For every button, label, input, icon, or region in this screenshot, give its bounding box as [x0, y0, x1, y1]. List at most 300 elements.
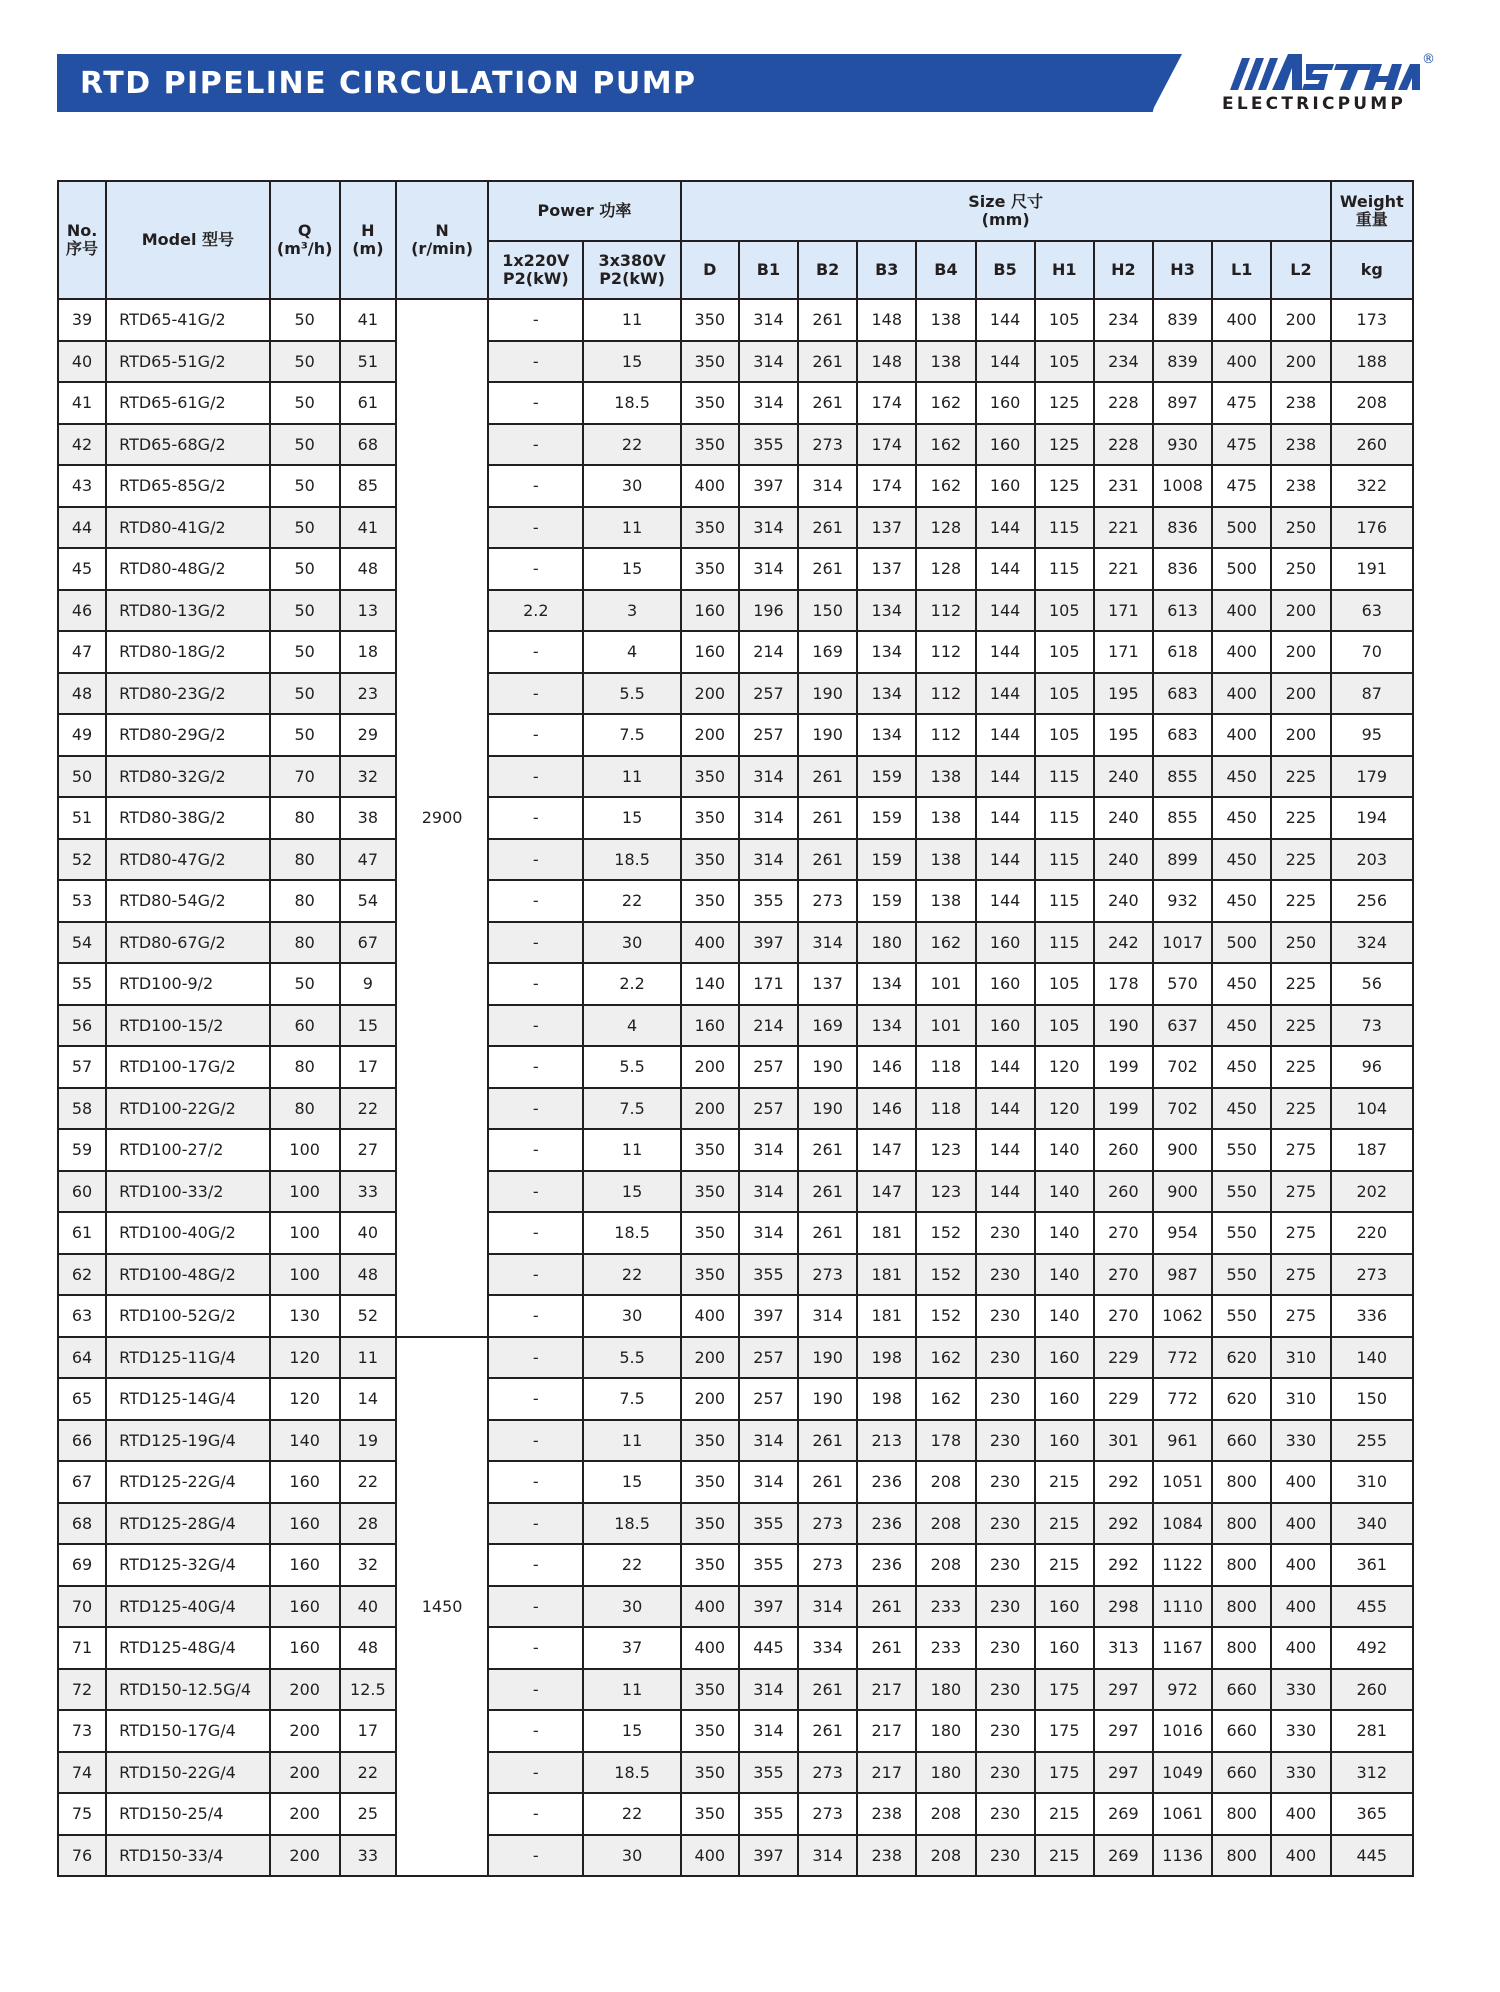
cell-dim-h1: 215 — [1035, 1835, 1094, 1877]
cell-dim-b2: 137 — [798, 963, 857, 1005]
cell-power-1ph: - — [488, 465, 583, 507]
cell-dim-b4: 208 — [916, 1793, 975, 1835]
cell-dim-l1: 450 — [1212, 756, 1271, 798]
cell-q: 160 — [270, 1586, 340, 1628]
cell-dim-l1: 500 — [1212, 507, 1271, 549]
cell-dim-b3: 159 — [857, 880, 916, 922]
cell-power-1ph: - — [488, 1254, 583, 1296]
cell-dim-b1: 397 — [739, 1295, 798, 1337]
cell-dim-b3: 134 — [857, 673, 916, 715]
cell-dim-h3: 618 — [1153, 631, 1212, 673]
cell-weight: 194 — [1331, 797, 1413, 839]
cell-dim-h3: 836 — [1153, 548, 1212, 590]
cell-h: 40 — [340, 1586, 396, 1628]
cell-dim-h1: 105 — [1035, 590, 1094, 632]
cell-dim-l2: 330 — [1271, 1710, 1330, 1752]
cell-dim-b4: 162 — [916, 424, 975, 466]
cell-dim-b2: 273 — [798, 880, 857, 922]
cell-dim-b1: 397 — [739, 1586, 798, 1628]
cell-model: RTD125-22G/4 — [106, 1461, 269, 1503]
cell-h: 48 — [340, 1627, 396, 1669]
cell-dim-b4: 180 — [916, 1752, 975, 1794]
cell-dim-b3: 148 — [857, 299, 916, 341]
cell-no: 63 — [58, 1295, 106, 1337]
cell-q: 50 — [270, 714, 340, 756]
cell-dim-h1: 115 — [1035, 839, 1094, 881]
cell-dim-d: 350 — [681, 1503, 739, 1545]
cell-weight: 361 — [1331, 1544, 1413, 1586]
table-row — [58, 1171, 1413, 1213]
cell-dim-h2: 228 — [1094, 424, 1153, 466]
cell-weight: 87 — [1331, 673, 1413, 715]
cell-dim-l1: 475 — [1212, 382, 1271, 424]
cell-dim-b5: 144 — [976, 880, 1035, 922]
cell-dim-b5: 230 — [976, 1295, 1035, 1337]
cell-weight: 176 — [1331, 507, 1413, 549]
cell-q: 200 — [270, 1835, 340, 1877]
cell-dim-h2: 297 — [1094, 1752, 1153, 1794]
cell-dim-h1: 140 — [1035, 1129, 1094, 1171]
cell-dim-b4: 112 — [916, 590, 975, 632]
cell-dim-l1: 550 — [1212, 1254, 1271, 1296]
cell-dim-l2: 225 — [1271, 839, 1330, 881]
cell-dim-h3: 613 — [1153, 590, 1212, 632]
cell-dim-d: 350 — [681, 1710, 739, 1752]
cell-h: 48 — [340, 1254, 396, 1296]
col-header-dim-h3: H3 — [1153, 241, 1212, 299]
cell-power-3ph: 18.5 — [583, 1212, 680, 1254]
cell-dim-b4: 138 — [916, 299, 975, 341]
cell-h: 22 — [340, 1752, 396, 1794]
cell-dim-l1: 800 — [1212, 1461, 1271, 1503]
cell-dim-b1: 171 — [739, 963, 798, 1005]
cell-dim-h2: 234 — [1094, 299, 1153, 341]
cell-dim-b2: 190 — [798, 1088, 857, 1130]
cell-dim-l1: 660 — [1212, 1669, 1271, 1711]
cell-dim-b1: 314 — [739, 299, 798, 341]
cell-dim-b3: 134 — [857, 631, 916, 673]
cell-dim-b3: 159 — [857, 839, 916, 881]
cell-dim-l1: 550 — [1212, 1212, 1271, 1254]
cell-weight: 63 — [1331, 590, 1413, 632]
cell-dim-b4: 208 — [916, 1835, 975, 1877]
cell-dim-b3: 261 — [857, 1627, 916, 1669]
cell-dim-h3: 839 — [1153, 341, 1212, 383]
cell-no: 70 — [58, 1586, 106, 1628]
cell-dim-d: 200 — [681, 714, 739, 756]
cell-dim-h1: 160 — [1035, 1627, 1094, 1669]
cell-dim-b2: 334 — [798, 1627, 857, 1669]
cell-h: 27 — [340, 1129, 396, 1171]
cell-q: 160 — [270, 1627, 340, 1669]
cell-dim-l1: 660 — [1212, 1710, 1271, 1752]
cell-power-3ph: 5.5 — [583, 1337, 680, 1379]
cell-dim-b5: 144 — [976, 590, 1035, 632]
cell-dim-h2: 240 — [1094, 797, 1153, 839]
cell-model: RTD150-33/4 — [106, 1835, 269, 1877]
cell-dim-b1: 355 — [739, 880, 798, 922]
cell-dim-h3: 1122 — [1153, 1544, 1212, 1586]
cell-dim-b4: 180 — [916, 1669, 975, 1711]
cell-dim-b4: 208 — [916, 1461, 975, 1503]
cell-dim-l2: 250 — [1271, 548, 1330, 590]
cell-dim-l1: 450 — [1212, 1088, 1271, 1130]
cell-dim-b2: 261 — [798, 1669, 857, 1711]
col-header-dim-b3: B3 — [857, 241, 916, 299]
cell-dim-b4: 152 — [916, 1295, 975, 1337]
cell-h: 12.5 — [340, 1669, 396, 1711]
cell-model: RTD125-19G/4 — [106, 1420, 269, 1462]
cell-q: 80 — [270, 1046, 340, 1088]
cell-dim-h3: 1110 — [1153, 1586, 1212, 1628]
cell-dim-l2: 275 — [1271, 1295, 1330, 1337]
cell-dim-l1: 620 — [1212, 1337, 1271, 1379]
table-row — [58, 1793, 1413, 1835]
table-row — [58, 465, 1413, 507]
cell-dim-h2: 292 — [1094, 1461, 1153, 1503]
cell-power-3ph: 11 — [583, 1129, 680, 1171]
cell-model: RTD100-48G/2 — [106, 1254, 269, 1296]
cell-dim-h3: 855 — [1153, 756, 1212, 798]
cell-no: 47 — [58, 631, 106, 673]
cell-dim-h1: 140 — [1035, 1171, 1094, 1213]
table-row — [58, 673, 1413, 715]
table-row — [58, 341, 1413, 383]
cell-dim-b3: 147 — [857, 1171, 916, 1213]
cell-power-1ph: - — [488, 1710, 583, 1752]
cell-dim-b1: 257 — [739, 673, 798, 715]
cell-no: 71 — [58, 1627, 106, 1669]
cell-dim-b5: 230 — [976, 1544, 1035, 1586]
cell-dim-l1: 550 — [1212, 1171, 1271, 1213]
cell-dim-h1: 140 — [1035, 1212, 1094, 1254]
cell-power-3ph: 5.5 — [583, 1046, 680, 1088]
cell-h: 68 — [340, 424, 396, 466]
cell-dim-b4: 138 — [916, 756, 975, 798]
cell-weight: 70 — [1331, 631, 1413, 673]
cell-model: RTD65-85G/2 — [106, 465, 269, 507]
cell-dim-b3: 137 — [857, 507, 916, 549]
cell-dim-b1: 314 — [739, 797, 798, 839]
col-header-weight-unit: kg — [1331, 241, 1413, 299]
cell-dim-l1: 800 — [1212, 1503, 1271, 1545]
cell-dim-b1: 314 — [739, 1710, 798, 1752]
cell-rpm: 1450 — [396, 1337, 488, 1877]
cell-dim-b2: 261 — [798, 1420, 857, 1462]
cell-dim-b3: 181 — [857, 1295, 916, 1337]
cell-dim-b3: 261 — [857, 1586, 916, 1628]
cell-model: RTD125-32G/4 — [106, 1544, 269, 1586]
cell-dim-l2: 225 — [1271, 1088, 1330, 1130]
cell-dim-l2: 310 — [1271, 1337, 1330, 1379]
cell-dim-h2: 234 — [1094, 341, 1153, 383]
cell-dim-h1: 120 — [1035, 1088, 1094, 1130]
cell-no: 68 — [58, 1503, 106, 1545]
cell-dim-b1: 314 — [739, 341, 798, 383]
cell-dim-d: 200 — [681, 1337, 739, 1379]
cell-h: 19 — [340, 1420, 396, 1462]
cell-dim-h1: 175 — [1035, 1710, 1094, 1752]
cell-dim-d: 350 — [681, 880, 739, 922]
cell-dim-h2: 298 — [1094, 1586, 1153, 1628]
cell-model: RTD125-48G/4 — [106, 1627, 269, 1669]
cell-dim-h2: 270 — [1094, 1295, 1153, 1337]
cell-dim-b4: 208 — [916, 1544, 975, 1586]
cell-no: 57 — [58, 1046, 106, 1088]
cell-dim-b4: 138 — [916, 839, 975, 881]
cell-dim-b3: 217 — [857, 1710, 916, 1752]
cell-q: 140 — [270, 1420, 340, 1462]
cell-h: 41 — [340, 299, 396, 341]
cell-dim-b4: 112 — [916, 714, 975, 756]
cell-dim-h1: 115 — [1035, 922, 1094, 964]
cell-power-3ph: 2.2 — [583, 963, 680, 1005]
cell-power-3ph: 22 — [583, 880, 680, 922]
cell-q: 50 — [270, 548, 340, 590]
cell-dim-h2: 171 — [1094, 590, 1153, 632]
cell-dim-h3: 702 — [1153, 1046, 1212, 1088]
cell-power-1ph: - — [488, 1835, 583, 1877]
cell-dim-b1: 355 — [739, 1793, 798, 1835]
cell-dim-b1: 257 — [739, 1088, 798, 1130]
cell-no: 48 — [58, 673, 106, 715]
table-row — [58, 714, 1413, 756]
cell-dim-b3: 137 — [857, 548, 916, 590]
cell-h: 52 — [340, 1295, 396, 1337]
cell-weight: 140 — [1331, 1337, 1413, 1379]
cell-dim-b5: 160 — [976, 382, 1035, 424]
cell-dim-b2: 261 — [798, 1129, 857, 1171]
cell-dim-b1: 196 — [739, 590, 798, 632]
cell-dim-h2: 301 — [1094, 1420, 1153, 1462]
cell-dim-b2: 273 — [798, 1793, 857, 1835]
cell-dim-l1: 800 — [1212, 1544, 1271, 1586]
cell-q: 120 — [270, 1378, 340, 1420]
cell-dim-h3: 1136 — [1153, 1835, 1212, 1877]
cell-no: 53 — [58, 880, 106, 922]
cell-model: RTD150-17G/4 — [106, 1710, 269, 1752]
cell-dim-b4: 123 — [916, 1129, 975, 1171]
table-row — [58, 797, 1413, 839]
cell-dim-d: 200 — [681, 1378, 739, 1420]
cell-no: 67 — [58, 1461, 106, 1503]
cell-dim-b3: 236 — [857, 1461, 916, 1503]
page-title: RTD PIPELINE CIRCULATION PUMP — [80, 66, 697, 101]
cell-dim-b2: 261 — [798, 1710, 857, 1752]
cell-dim-h2: 297 — [1094, 1669, 1153, 1711]
cell-power-1ph: - — [488, 1046, 583, 1088]
cell-dim-b2: 314 — [798, 465, 857, 507]
cell-dim-b4: 178 — [916, 1420, 975, 1462]
cell-model: RTD65-68G/2 — [106, 424, 269, 466]
cell-model: RTD125-11G/4 — [106, 1337, 269, 1379]
cell-weight: 455 — [1331, 1586, 1413, 1628]
cell-q: 80 — [270, 839, 340, 881]
cell-q: 200 — [270, 1669, 340, 1711]
cell-no: 66 — [58, 1420, 106, 1462]
table-row — [58, 839, 1413, 881]
table-row — [58, 880, 1413, 922]
cell-weight: 492 — [1331, 1627, 1413, 1669]
cell-dim-h1: 125 — [1035, 424, 1094, 466]
table-row — [58, 631, 1413, 673]
cell-power-3ph: 7.5 — [583, 1088, 680, 1130]
cell-q: 80 — [270, 1088, 340, 1130]
cell-model: RTD80-41G/2 — [106, 507, 269, 549]
cell-power-3ph: 18.5 — [583, 839, 680, 881]
cell-power-1ph: - — [488, 1793, 583, 1835]
cell-dim-b2: 314 — [798, 922, 857, 964]
cell-dim-l2: 275 — [1271, 1254, 1330, 1296]
cell-dim-d: 160 — [681, 590, 739, 632]
cell-h: 32 — [340, 1544, 396, 1586]
cell-dim-h3: 836 — [1153, 507, 1212, 549]
cell-dim-d: 400 — [681, 922, 739, 964]
cell-power-3ph: 37 — [583, 1627, 680, 1669]
cell-dim-h2: 242 — [1094, 922, 1153, 964]
col-header-dim-l2: L2 — [1271, 241, 1330, 299]
cell-dim-d: 350 — [681, 1669, 739, 1711]
cell-q: 100 — [270, 1129, 340, 1171]
cell-model: RTD80-23G/2 — [106, 673, 269, 715]
cell-dim-l1: 450 — [1212, 1005, 1271, 1047]
cell-dim-b1: 314 — [739, 382, 798, 424]
cell-dim-h3: 900 — [1153, 1171, 1212, 1213]
table-row — [58, 382, 1413, 424]
cell-dim-b1: 397 — [739, 1835, 798, 1877]
cell-dim-b1: 314 — [739, 1171, 798, 1213]
cell-dim-l1: 660 — [1212, 1420, 1271, 1462]
cell-dim-b3: 217 — [857, 1669, 916, 1711]
cell-dim-h3: 855 — [1153, 797, 1212, 839]
cell-dim-b4: 233 — [916, 1627, 975, 1669]
cell-power-1ph: - — [488, 1669, 583, 1711]
cell-dim-b4: 162 — [916, 922, 975, 964]
cell-q: 80 — [270, 880, 340, 922]
cell-weight: 150 — [1331, 1378, 1413, 1420]
cell-power-1ph: - — [488, 1171, 583, 1213]
cell-dim-h2: 229 — [1094, 1337, 1153, 1379]
cell-power-1ph: - — [488, 1752, 583, 1794]
cell-dim-b4: 118 — [916, 1046, 975, 1088]
cell-dim-h2: 190 — [1094, 1005, 1153, 1047]
cell-dim-b2: 273 — [798, 1254, 857, 1296]
cell-dim-b5: 230 — [976, 1212, 1035, 1254]
cell-dim-b2: 273 — [798, 1544, 857, 1586]
cell-q: 100 — [270, 1254, 340, 1296]
cell-dim-b5: 144 — [976, 839, 1035, 881]
cell-dim-d: 350 — [681, 299, 739, 341]
cell-dim-d: 350 — [681, 382, 739, 424]
cell-dim-l2: 225 — [1271, 880, 1330, 922]
cell-dim-h1: 115 — [1035, 507, 1094, 549]
col-header-dim-b5: B5 — [976, 241, 1035, 299]
col-header-dim-l1: L1 — [1212, 241, 1271, 299]
cell-dim-h2: 269 — [1094, 1793, 1153, 1835]
cell-model: RTD80-67G/2 — [106, 922, 269, 964]
cell-weight: 96 — [1331, 1046, 1413, 1088]
cell-power-3ph: 30 — [583, 922, 680, 964]
cell-dim-h2: 199 — [1094, 1088, 1153, 1130]
cell-power-1ph: - — [488, 797, 583, 839]
cell-no: 54 — [58, 922, 106, 964]
cell-dim-h1: 160 — [1035, 1586, 1094, 1628]
col-header-dim-b2: B2 — [798, 241, 857, 299]
cell-q: 200 — [270, 1793, 340, 1835]
cell-dim-b2: 314 — [798, 1835, 857, 1877]
cell-dim-h3: 1167 — [1153, 1627, 1212, 1669]
table-row — [58, 1212, 1413, 1254]
col-header-model: Model 型号 — [106, 181, 269, 299]
cell-weight: 340 — [1331, 1503, 1413, 1545]
cell-weight: 281 — [1331, 1710, 1413, 1752]
col-header-h: H (m) — [340, 181, 396, 299]
cell-dim-l2: 238 — [1271, 424, 1330, 466]
cell-dim-d: 400 — [681, 1627, 739, 1669]
cell-power-1ph: - — [488, 1378, 583, 1420]
brand-logo — [1210, 52, 1435, 118]
cell-dim-b3: 236 — [857, 1544, 916, 1586]
cell-no: 43 — [58, 465, 106, 507]
cell-model: RTD100-15/2 — [106, 1005, 269, 1047]
cell-dim-b1: 445 — [739, 1627, 798, 1669]
cell-dim-b3: 134 — [857, 1005, 916, 1047]
cell-weight: 322 — [1331, 465, 1413, 507]
cell-weight: 365 — [1331, 1793, 1413, 1835]
col-header-dim-h2: H2 — [1094, 241, 1153, 299]
cell-weight: 312 — [1331, 1752, 1413, 1794]
cell-dim-b1: 214 — [739, 1005, 798, 1047]
cell-weight: 179 — [1331, 756, 1413, 798]
cell-power-3ph: 30 — [583, 465, 680, 507]
cell-power-1ph: - — [488, 548, 583, 590]
cell-dim-b3: 181 — [857, 1212, 916, 1254]
cell-dim-d: 350 — [681, 424, 739, 466]
cell-model: RTD100-27/2 — [106, 1129, 269, 1171]
cell-dim-d: 400 — [681, 1835, 739, 1877]
cell-dim-h1: 160 — [1035, 1337, 1094, 1379]
cell-q: 50 — [270, 963, 340, 1005]
cell-dim-d: 160 — [681, 631, 739, 673]
cell-dim-h1: 125 — [1035, 382, 1094, 424]
cell-h: 32 — [340, 756, 396, 798]
cell-power-1ph: - — [488, 756, 583, 798]
col-header-dim-h1: H1 — [1035, 241, 1094, 299]
cell-power-3ph: 15 — [583, 797, 680, 839]
cell-model: RTD80-18G/2 — [106, 631, 269, 673]
cell-weight: 202 — [1331, 1171, 1413, 1213]
cell-dim-h3: 570 — [1153, 963, 1212, 1005]
cell-dim-h1: 140 — [1035, 1295, 1094, 1337]
cell-dim-l2: 200 — [1271, 673, 1330, 715]
col-header-dim-d: D — [681, 241, 739, 299]
cell-dim-b2: 190 — [798, 1046, 857, 1088]
cell-dim-b1: 214 — [739, 631, 798, 673]
cell-weight: 336 — [1331, 1295, 1413, 1337]
cell-weight: 73 — [1331, 1005, 1413, 1047]
cell-dim-b2: 169 — [798, 1005, 857, 1047]
cell-dim-h1: 125 — [1035, 465, 1094, 507]
cell-dim-b5: 160 — [976, 424, 1035, 466]
cell-q: 80 — [270, 797, 340, 839]
cell-dim-b4: 152 — [916, 1254, 975, 1296]
cell-dim-b5: 230 — [976, 1710, 1035, 1752]
cell-dim-l1: 500 — [1212, 922, 1271, 964]
cell-dim-h3: 899 — [1153, 839, 1212, 881]
cell-dim-b4: 152 — [916, 1212, 975, 1254]
cell-dim-b5: 230 — [976, 1254, 1035, 1296]
cell-dim-l2: 400 — [1271, 1793, 1330, 1835]
